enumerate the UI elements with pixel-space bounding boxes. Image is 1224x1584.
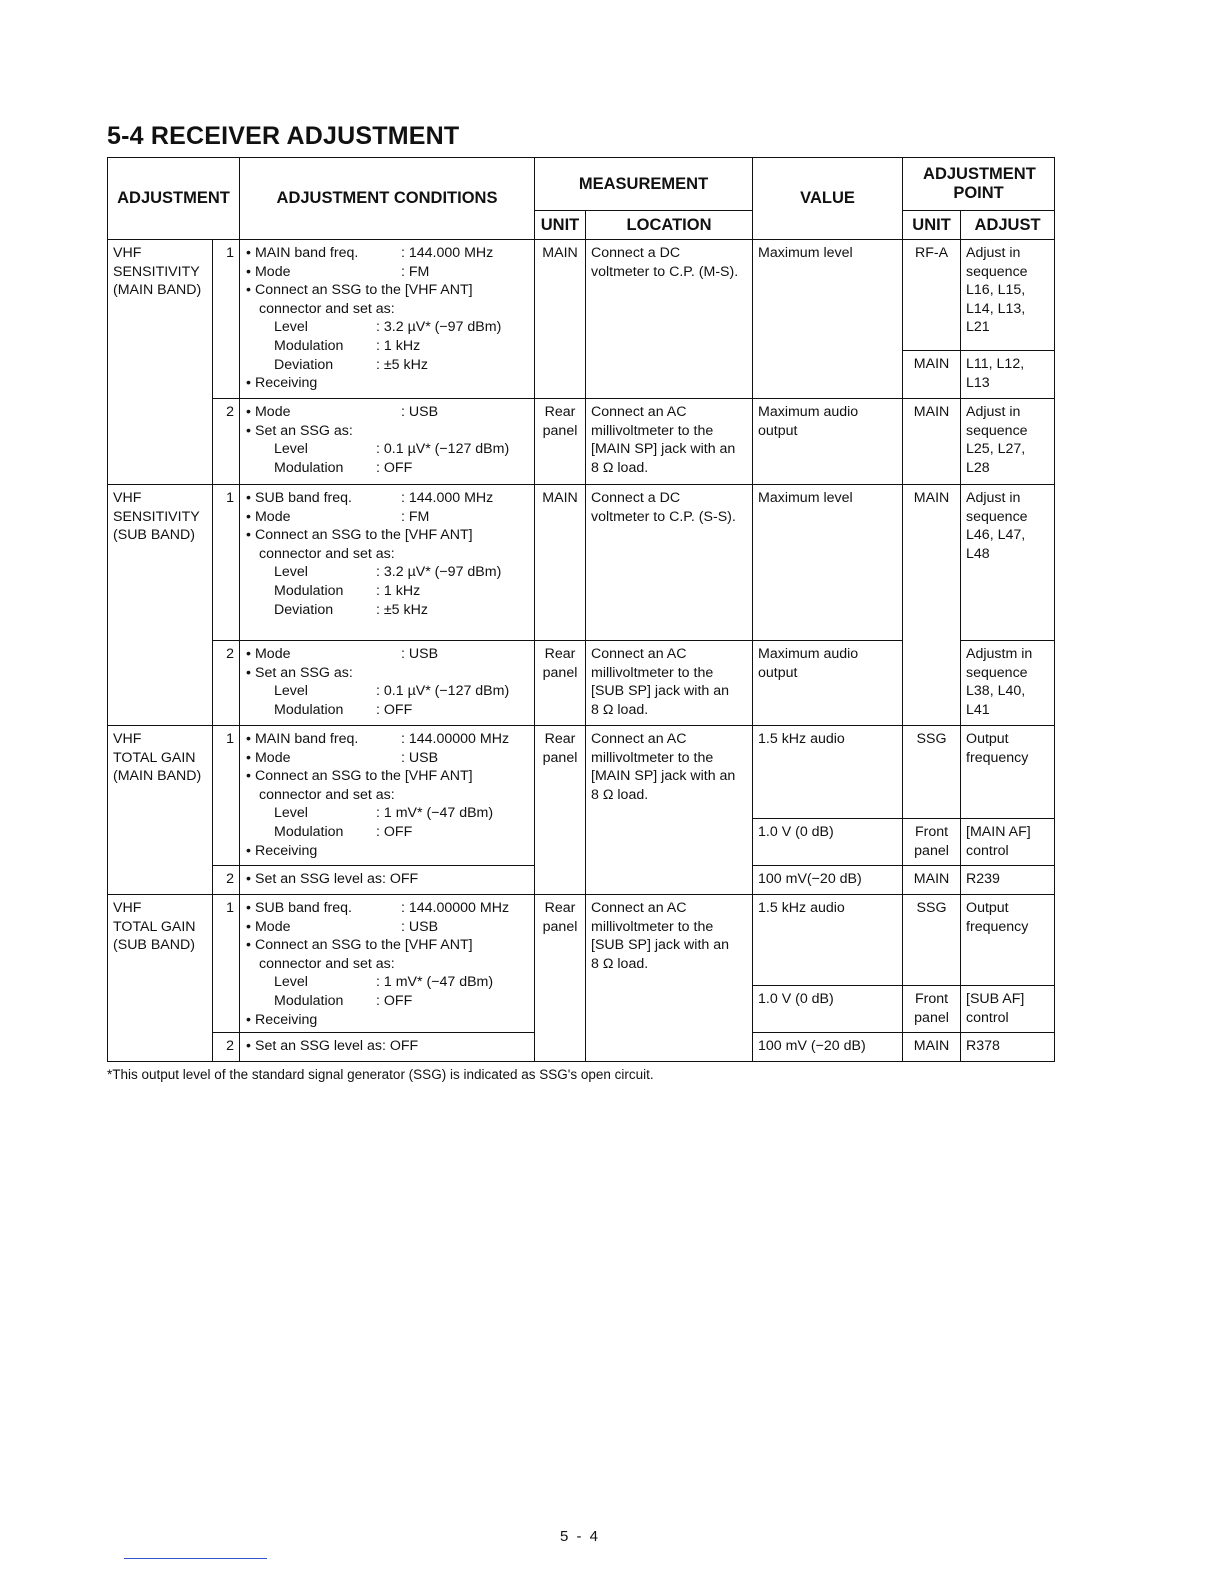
page-number: 5 - 4 — [560, 1528, 601, 1545]
measurement-location: Connect an AC millivoltmeter to the [MAIN SP] jack with an 8 Ω load. — [586, 399, 753, 485]
value: 1.5 kHz audio — [753, 895, 903, 986]
adjustment-conditions: • MAIN band freq. : 144.00000 MHz • Mode : USB • Connect an SSG to the [VHF ANT] connector and set as: Level : 1 mV* (−47 dBm) Modulation : OFF • Receiving — [240, 726, 535, 866]
step-number: 2 — [213, 399, 240, 485]
adjustment-point-unit: MAIN — [903, 351, 961, 399]
header-ap-unit: UNIT — [903, 211, 961, 240]
adjustment-conditions: • Set an SSG level as: OFF — [240, 1033, 535, 1062]
measurement-location: Connect an AC millivoltmeter to the [SUB SP] jack with an 8 Ω load. — [586, 641, 753, 726]
measurement-unit: Rear panel — [535, 641, 586, 726]
adjustment-point-adjust: R239 — [961, 866, 1055, 895]
page-title: 5-4 RECEIVER ADJUSTMENT — [107, 122, 460, 150]
step-number: 1 — [213, 895, 240, 1033]
adjustment-point-unit: MAIN — [903, 866, 961, 895]
bottom-rule — [124, 1558, 267, 1559]
footnote: *This output level of the standard signal generator (SSG) is indicated as SSG's open circuit. — [107, 1067, 654, 1082]
measurement-location: Connect a DC voltmeter to C.P. (S-S). — [586, 485, 753, 641]
adjustment-conditions: • MAIN band freq. : 144.000 MHz • Mode : FM • Connect an SSG to the [VHF ANT] connector and set as: Level : 3.2 µV* (−97 dBm) Modulation : 1 kHz Deviation : ±5 kHz • Receiving — [240, 240, 535, 399]
step-number: 1 — [213, 726, 240, 866]
adjustment-point-adjust: [SUB AF] control — [961, 986, 1055, 1033]
measurement-unit: Rear panel — [535, 726, 586, 895]
step-number: 1 — [213, 240, 240, 399]
measurement-location: Connect an AC millivoltmeter to the [SUB SP] jack with an 8 Ω load. — [586, 895, 753, 1062]
value: Maximum level — [753, 240, 903, 399]
value: 100 mV (−20 dB) — [753, 1033, 903, 1062]
adjustment-point-adjust: Adjustm in sequence L38, L40, L41 — [961, 641, 1055, 726]
value: 1.0 V (0 dB) — [753, 986, 903, 1033]
step-number: 2 — [213, 641, 240, 726]
adjustment-point-adjust: Adjust in sequence L16, L15, L14, L13, L21 — [961, 240, 1055, 351]
adjustment-point-unit: Front panel — [903, 819, 961, 866]
value: 100 mV(−20 dB) — [753, 866, 903, 895]
adjustment-point-unit: SSG — [903, 726, 961, 819]
header-value: VALUE — [753, 158, 903, 240]
adjustment-point-adjust: [MAIN AF] control — [961, 819, 1055, 866]
header-ap-adjust: ADJUST — [961, 211, 1055, 240]
adjustment-point-adjust: Output frequency — [961, 895, 1055, 986]
adjustment-point-unit: Front panel — [903, 986, 961, 1033]
header-location: LOCATION — [586, 211, 753, 240]
value: Maximum audio output — [753, 641, 903, 726]
adjustment-point-adjust: Adjust in sequence L46, L47, L48 — [961, 485, 1055, 641]
adjustment-point-unit: MAIN — [903, 485, 961, 726]
adjustment-point-adjust: L11, L12, L13 — [961, 351, 1055, 399]
measurement-location: Connect a DC voltmeter to C.P. (M-S). — [586, 240, 753, 399]
adjustment-name: VHF SENSITIVITY (MAIN BAND) — [108, 240, 213, 485]
adjustment-name: VHF TOTAL GAIN (SUB BAND) — [108, 895, 213, 1062]
value: Maximum level — [753, 485, 903, 641]
adjustment-name: VHF SENSITIVITY (SUB BAND) — [108, 485, 213, 726]
measurement-unit: Rear panel — [535, 399, 586, 485]
header-unit: UNIT — [535, 211, 586, 240]
adjustment-point-adjust: Adjust in sequence L25, L27, L28 — [961, 399, 1055, 485]
adjustment-conditions: • Mode : USB • Set an SSG as: Level : 0.1 µV* (−127 dBm) Modulation : OFF — [240, 641, 535, 726]
adjustment-conditions: • SUB band freq. : 144.00000 MHz • Mode : USB • Connect an SSG to the [VHF ANT] connector and set as: Level : 1 mV* (−47 dBm) Modulation : OFF • Receiving — [240, 895, 535, 1033]
measurement-unit: MAIN — [535, 240, 586, 399]
adjustment-point-unit: SSG — [903, 895, 961, 986]
header-adjustment: ADJUSTMENT — [108, 158, 240, 240]
step-number: 2 — [213, 866, 240, 895]
header-adjustment-conditions: ADJUSTMENT CONDITIONS — [240, 158, 535, 240]
header-adjustment-point: ADJUSTMENT POINT — [903, 158, 1055, 211]
measurement-unit: Rear panel — [535, 895, 586, 1062]
adjustment-conditions: • Set an SSG level as: OFF — [240, 866, 535, 895]
value: Maximum audio output — [753, 399, 903, 485]
adjustment-point-unit: RF-A — [903, 240, 961, 351]
receiver-adjustment-table — [107, 157, 1055, 1062]
adjustment-point-adjust: R378 — [961, 1033, 1055, 1062]
adjustment-conditions: • Mode : USB • Set an SSG as: Level : 0.1 µV* (−127 dBm) Modulation : OFF — [240, 399, 535, 485]
adjustment-point-unit: MAIN — [903, 1033, 961, 1062]
adjustment-point-unit: MAIN — [903, 399, 961, 485]
value: 1.5 kHz audio — [753, 726, 903, 819]
value: 1.0 V (0 dB) — [753, 819, 903, 866]
adjustment-name: VHF TOTAL GAIN (MAIN BAND) — [108, 726, 213, 895]
adjustment-point-adjust: Output frequency — [961, 726, 1055, 819]
adjustment-conditions: • SUB band freq. : 144.000 MHz • Mode : FM • Connect an SSG to the [VHF ANT] connector and set as: Level : 3.2 µV* (−97 dBm) Modulation : 1 kHz Deviation : ±5 kHz — [240, 485, 535, 641]
header-measurement: MEASUREMENT — [535, 158, 753, 211]
measurement-location: Connect an AC millivoltmeter to the [MAIN SP] jack with an 8 Ω load. — [586, 726, 753, 895]
measurement-unit: MAIN — [535, 485, 586, 641]
step-number: 1 — [213, 485, 240, 641]
step-number: 2 — [213, 1033, 240, 1062]
